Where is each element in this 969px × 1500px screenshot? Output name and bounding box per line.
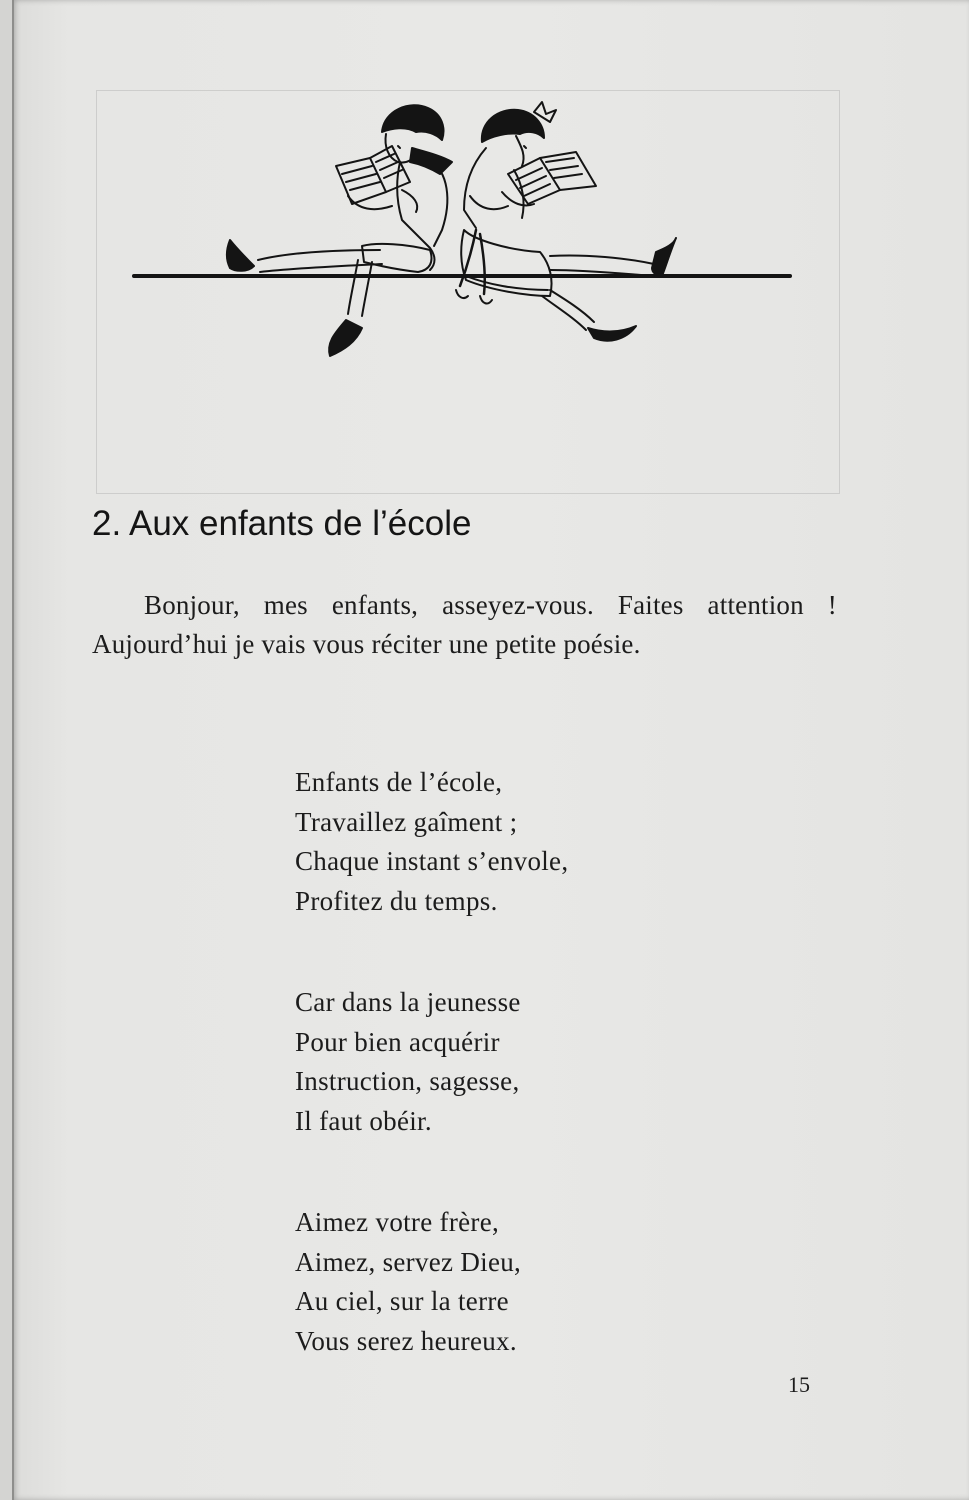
poem-line: Travaillez gaîment ; bbox=[295, 806, 518, 837]
poem-line: Pour bien acquérir bbox=[295, 1026, 500, 1057]
poem-stanza bbox=[295, 1203, 521, 1361]
poem-line: Enfants de l’école, bbox=[295, 767, 503, 797]
poem-stanza bbox=[295, 763, 568, 921]
page-number: 15 bbox=[788, 1372, 810, 1397]
poem-stanza bbox=[295, 983, 521, 1141]
poem-line: Il faut obéir. bbox=[295, 1105, 432, 1136]
poem-line: Instruction, sagesse, bbox=[295, 1066, 520, 1096]
section-title: 2. Aux enfants de l’école bbox=[92, 504, 472, 543]
intro-paragraph: Bonjour, mes enfants, asseyez-vous. Faites attention ! Aujourd’hui je vais vous réciter une petite poésie. bbox=[92, 590, 837, 659]
poem-line: Car dans la jeunesse bbox=[295, 987, 521, 1017]
poem-line: Aimez votre frère, bbox=[295, 1207, 500, 1237]
poem-line: Chaque instant s’envole, bbox=[295, 846, 569, 876]
poem-line: Au ciel, sur la terre bbox=[295, 1286, 509, 1316]
poem-line: Aimez, servez Dieu, bbox=[295, 1246, 522, 1277]
poem-line: Vous serez heureux. bbox=[295, 1325, 517, 1356]
children-reading-illustration bbox=[130, 100, 795, 365]
poem-line: Profitez du temps. bbox=[295, 885, 498, 916]
page-spine-edge bbox=[12, 0, 14, 1500]
